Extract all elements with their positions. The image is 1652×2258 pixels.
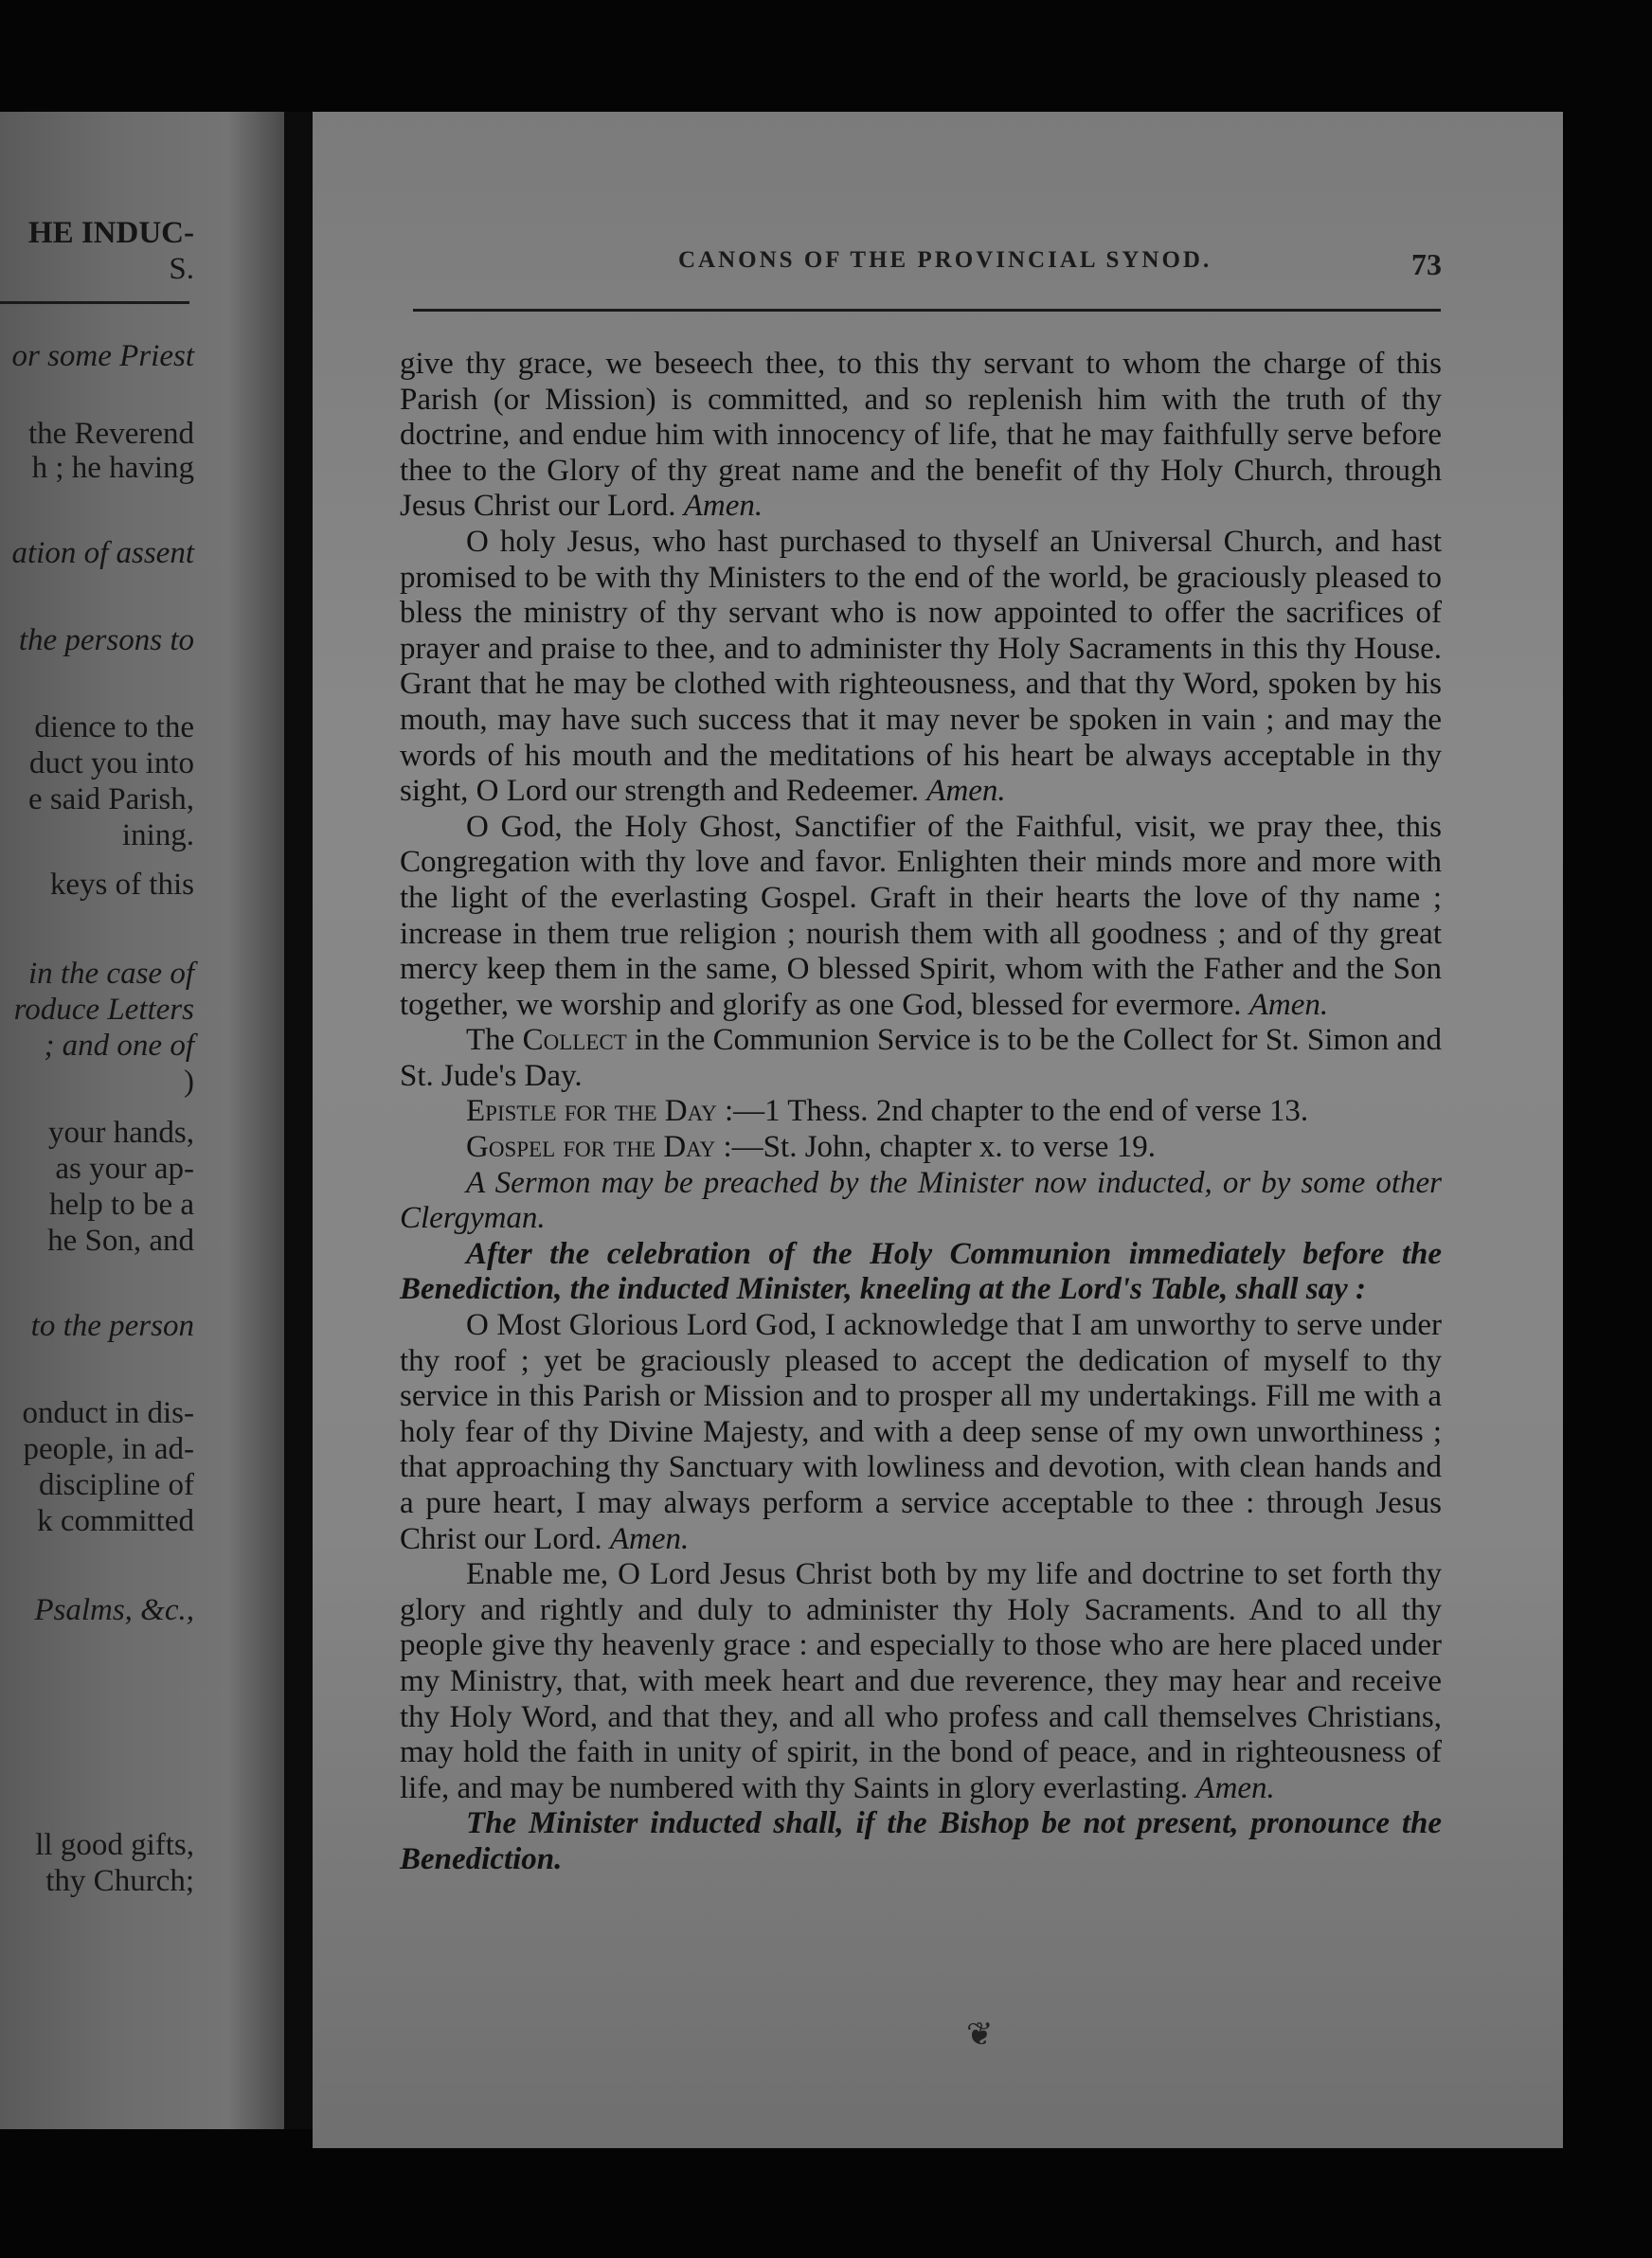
benediction-rubric: The Minister inducted shall, if the Bishop be not present, pronounce the Benediction.: [400, 1806, 1442, 1876]
main-page: [313, 112, 1563, 2148]
gospel-line: Gospel for the Day :—St. John, chapter x. to verse 19.: [466, 1130, 1156, 1165]
left-page-line: discipline of: [38, 1468, 194, 1502]
left-page-line: people, in ad-: [23, 1432, 194, 1466]
left-page-line: your hands,: [48, 1116, 194, 1150]
left-page-line: dience to the: [34, 710, 194, 744]
left-page-line: the Reverend: [27, 417, 194, 451]
page-body: [400, 347, 1442, 1878]
left-page-line: S.: [169, 252, 194, 286]
left-header-rule: [0, 301, 189, 304]
left-page-line: onduct in dis-: [22, 1396, 194, 1430]
left-page-line: he Son, and: [47, 1224, 194, 1258]
left-page-line: or some Priest: [11, 339, 194, 373]
left-page-line: in the case of: [27, 957, 194, 991]
page-number: 73: [1411, 247, 1442, 281]
left-page-line: keys of this: [49, 868, 194, 902]
prayer-paragraph-3: O God, the Holy Ghost, Sanctifier of the Faithful, visit, we pray thee, this Congregation with thy love and favor. Enlighten their minds more and more with the light of the everlasting Gospel. Graft in their hearts the love of thy name ; increase in them true religion ; nourish them with all goodness ; and of thy great mercy keep them in the same, O blessed Spirit, whom with the Father and the Son together, we worship and glorify as one God, blessed for evermore. Amen.: [400, 809, 1442, 1022]
header-rule: [413, 309, 1441, 312]
left-page-line: HE INDUC-: [27, 216, 194, 250]
prayer-paragraph-5: O Most Glorious Lord God, I acknowledge that I am unworthy to serve under thy roof ; yet be graciously pleased to accept the dedication of myself to thy service in this Parish or Mission and to prosper all my undertakings. Fill me with a holy fear of thy Divine Majesty, and with a deep sense of my own unworthiness ; that approaching thy Sanctuary with lowliness and devotion, with clean hands and a pure heart, I may always perform a service acceptable to thee : through Jesus Christ our Lord. Amen.: [400, 1308, 1442, 1556]
left-page-line: duct you into: [28, 746, 194, 780]
left-page-fragment: [0, 112, 284, 2129]
communion-rubric: After the celebration of the Holy Communion immediately before the Benediction, the inducted Minister, kneeling at the Lord's Table, shall say :: [400, 1236, 1442, 1307]
book-gutter: [284, 112, 313, 2129]
running-title: CANONS OF THE PROVINCIAL SYNOD.: [678, 247, 1212, 273]
left-page-line: roduce Letters: [13, 993, 194, 1027]
left-page-line: ation of assent: [11, 536, 194, 570]
epistle-line: Epistle for the Day :—1 Thess. 2nd chapter to the end of verse 13.: [466, 1094, 1309, 1129]
left-page-line: ll good gifts,: [35, 1828, 194, 1862]
left-page-line: h ; he having: [31, 451, 194, 485]
collect-paragraph: The Collect in the Communion Service is to be the Collect for St. Simon and St. Jude's Day.: [400, 1023, 1443, 1093]
left-page-line: the persons to: [18, 623, 194, 657]
left-page-line: as your ap-: [55, 1152, 194, 1186]
sermon-rubric: A Sermon may be preached by the Minister now inducted, or by some other Clergyman.: [400, 1165, 1442, 1236]
ornament-icon: ❦: [966, 2017, 994, 2052]
left-page-line: k committed: [37, 1504, 194, 1538]
prayer-paragraph-1: give thy grace, we beseech thee, to this thy servant to whom the charge of this Parish (or Mission) is committed, and so replenish him with the truth of thy doctrine, and endue him with innocency of life, that he may faithfully serve before thee to the Glory of thy great name and the benefit of thy Holy Church, through Jesus Christ our Lord. Amen.: [400, 347, 1442, 524]
prayer-paragraph-2: O holy Jesus, who hast purchased to thyself an Universal Church, and hast promised to be with thy Ministers to the end of the world, be graciously pleased to bless the ministry of thy servant who is now appointed to offer the sacrifices of prayer and praise to thee, and to administer thy Holy Sacraments in this thy House. Grant that he may be clothed with righteousness, and that thy Word, spoken by his mouth, may have such success that it may never be spoken in vain ; and may the words of his mouth and the meditations of his heart be always acceptable in thy sight, O Lord our strength and Redeemer. Amen.: [400, 524, 1442, 809]
left-page-line: ; and one of: [44, 1029, 194, 1063]
prayer-paragraph-6: Enable me, O Lord Jesus Christ both by my life and doctrine to set forth thy glory and rightly and duly to administer thy Holy Sacraments. And to all thy people give thy heavenly grace : and especially to those who are here placed under my Ministry, that, with meek heart and due reverence, they may hear and receive thy Holy Word, and that they, and all who profess and call themselves Christians, may hold the faith in unity of spirit, in the bond of peace, and in righteousness of life, and may be numbered with thy Saints in glory everlasting. Amen.: [400, 1557, 1442, 1805]
left-page-line: Psalms, &c.,: [34, 1593, 194, 1627]
left-page-line: ining.: [121, 818, 194, 852]
left-page-line: thy Church;: [45, 1864, 194, 1898]
left-page-line: help to be a: [48, 1188, 194, 1222]
left-page-line: ): [184, 1065, 194, 1099]
left-page-line: e said Parish,: [27, 782, 194, 816]
left-page-line: to the person: [30, 1309, 194, 1343]
